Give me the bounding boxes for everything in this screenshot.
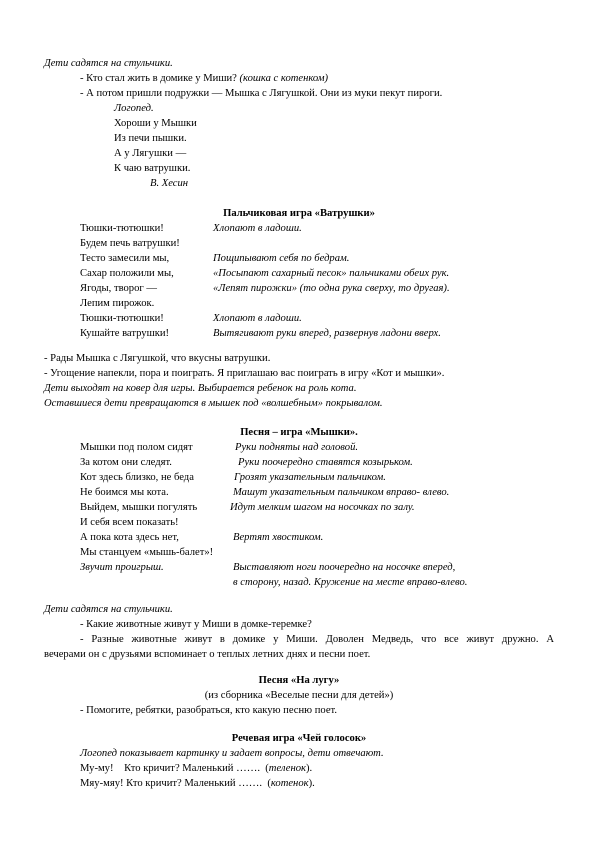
- action-text: Вертят хвостиком.: [233, 532, 324, 543]
- stage-direction: Логопед показывает картинку и задает вопросы, дети отвечают.: [80, 748, 384, 759]
- action-text: Руки поочередно ставятся козырьком.: [238, 457, 413, 468]
- verse-text: За котом они следят.: [80, 457, 172, 468]
- narration-line: - Рады Мышка с Лягушкой, что вкусны ватрушки.: [44, 353, 271, 364]
- poem-author: В. Хесин: [150, 178, 189, 189]
- action-text: Руки подняты над головой.: [235, 442, 359, 453]
- action-text: «Посыпают сахарный песок» пальчиками обеих рук.: [213, 268, 450, 279]
- dialog-close: ).: [305, 763, 313, 774]
- answer-text: теленок: [268, 763, 306, 774]
- question-text: - Кто стал жить в домике у Миши?: [80, 73, 240, 84]
- verse-text: Лепим пирожок.: [80, 298, 155, 309]
- verse-text: А пока кота здесь нет,: [80, 532, 179, 543]
- dialog-line: [80, 776, 315, 791]
- section-title: Песня «На лугу»: [258, 675, 340, 686]
- verse-text: Будем печь ватрушки!: [80, 238, 180, 249]
- narration-line: - Угощение напекли, пора и поиграть. Я приглашаю вас поиграть в игру «Кот и мышки».: [44, 368, 445, 379]
- dialog-close: ).: [308, 778, 315, 789]
- dialog-prompt: Мяу-мяу! Кто кричит? Маленький ……. (: [80, 778, 271, 789]
- action-text: Пощипывают себя по бедрам.: [213, 253, 350, 264]
- paragraph-line: - Разные животные живут в домике у Миши. Доволен Медведь, что все живут дружно. А: [80, 634, 554, 645]
- dialog-prompt: Му-му! Кто кричит? Маленький ……. (: [80, 763, 269, 774]
- verse-text: Выйдем, мышки погулять: [80, 502, 198, 513]
- paragraph-line: вечерами он с друзьями вспоминает о теплых летних днях и песни поет.: [44, 649, 371, 660]
- dialog-line: [80, 761, 312, 776]
- stage-direction: Дети садятся на стульчики.: [44, 58, 173, 69]
- question-line: - Какие животные живут у Миши в домке-теремке?: [80, 619, 312, 630]
- stage-direction: Оставшиеся дети превращаются в мышек под «волшебным» покрывалом.: [44, 398, 383, 409]
- action-text: Выставляют ноги поочередно на носочке вперед,: [233, 562, 456, 573]
- narration-line: - Помогите, ребятки, разобраться, кто какую песню поет.: [80, 705, 338, 716]
- question-line: [80, 71, 328, 86]
- poem-line: Хороши у Мышки: [114, 118, 197, 129]
- verse-text: Сахар положили мы,: [80, 268, 174, 279]
- poem-line: К чаю ватрушки.: [114, 163, 191, 174]
- verse-text: Тюшки-тютюшки!: [80, 313, 164, 324]
- verse-text: Кушайте ватрушки!: [80, 328, 170, 339]
- answer-text: котенок: [270, 778, 309, 789]
- action-text: в сторону, назад. Кружение на месте вправо-влево.: [233, 577, 468, 588]
- verse-text: Мы станцуем «мышь-балет»!: [80, 547, 214, 558]
- verse-text: Ягоды, творог —: [80, 283, 157, 294]
- action-text: Вытягивают руки вперед, развернув ладони вверх.: [213, 328, 441, 339]
- section-title: Пальчиковая игра «Ватрушки»: [223, 208, 375, 219]
- section-subtitle: (из сборника «Веселые песни для детей»): [204, 690, 394, 701]
- section-title: Речевая игра «Чей голосок»: [231, 733, 367, 744]
- stage-direction: Дети садятся на стульчики.: [44, 604, 173, 615]
- verse-text: Звучит проигрыш.: [80, 562, 164, 573]
- verse-text: Тесто замесили мы,: [80, 253, 170, 264]
- action-text: «Лепят пирожки» (то одна рука сверху, то другая).: [213, 283, 450, 294]
- poem-line: А у Лягушки —: [114, 148, 187, 159]
- stage-direction: Дети выходят на ковер для игры. Выбирается ребенок на роль кота.: [44, 383, 357, 394]
- action-text: Хлопают в ладоши.: [213, 223, 302, 234]
- speaker-role: Логопед.: [114, 103, 154, 114]
- answer-text: (кошка с котенком): [239, 73, 329, 84]
- verse-text: Тюшки-тютюшки!: [80, 223, 164, 234]
- verse-text: Не боимся мы кота.: [80, 487, 169, 498]
- action-text: Идут мелким шагом на носочках по залу.: [230, 502, 415, 513]
- verse-text: Мышки под полом сидят: [80, 442, 193, 453]
- narration-line: - А потом пришли подружки — Мышка с Лягушкой. Они из муки пекут пироги.: [80, 88, 443, 99]
- action-text: Машут указательным пальчиком вправо- влево.: [233, 487, 450, 498]
- section-title: Песня – игра «Мышки».: [240, 427, 358, 438]
- verse-text: Кот здесь близко, не беда: [80, 472, 194, 483]
- poem-line: Из печи пышки.: [114, 133, 187, 144]
- action-text: Грозят указательным пальчиком.: [234, 472, 386, 483]
- action-text: Хлопают в ладоши.: [213, 313, 302, 324]
- verse-text: И себя всем показать!: [80, 517, 179, 528]
